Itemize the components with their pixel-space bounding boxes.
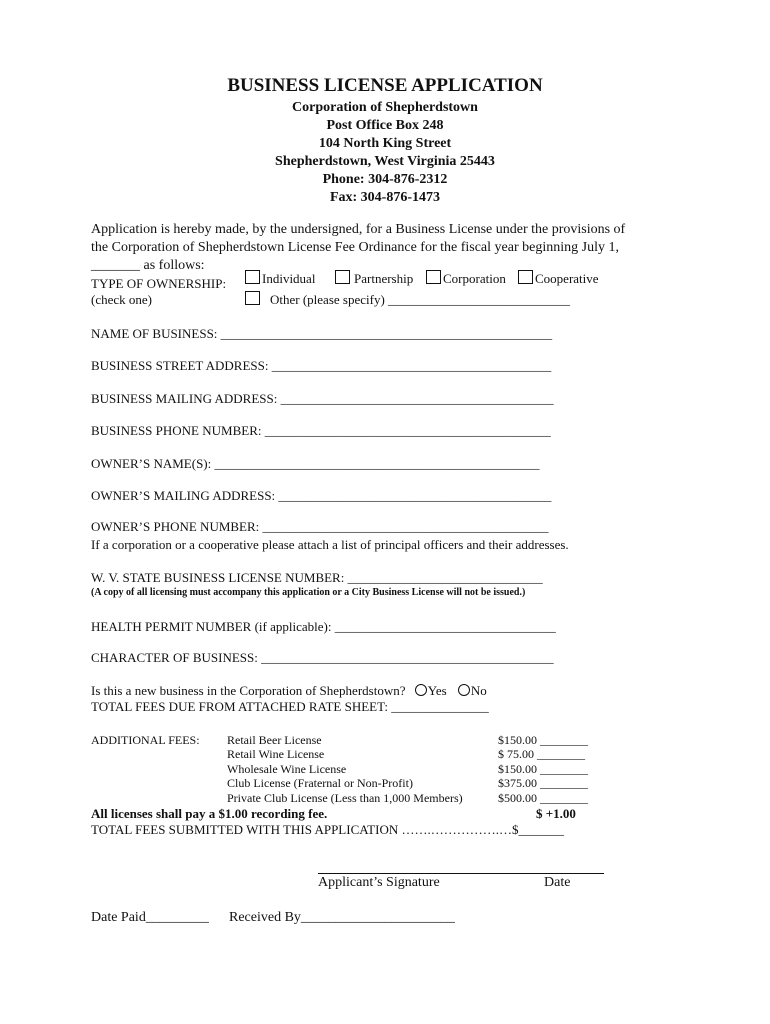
owner-mailing-field[interactable]: OWNER’S MAILING ADDRESS: __________________________________________ — [91, 488, 552, 503]
ownership-option-corporation[interactable]: Corporation — [426, 270, 506, 287]
total-fees-due[interactable]: TOTAL FEES DUE FROM ATTACHED RATE SHEET: _______________ — [91, 699, 489, 714]
intro-line-1: Application is hereby made, by the undersigned, for a Business License under the provisions of — [91, 222, 626, 237]
ownership-option-partnership[interactable]: Partnership — [335, 270, 413, 287]
business-mailing-field[interactable]: BUSINESS MAILING ADDRESS: __________________________________________ — [91, 391, 554, 406]
fee-item-name: Private Club License (Less than 1,000 Members) — [227, 791, 463, 805]
signature-date-label: Date — [544, 875, 571, 890]
ownership-option-individual[interactable]: Individual — [245, 270, 315, 287]
checkbox-icon[interactable] — [426, 270, 441, 284]
fee-item-price[interactable]: $375.00 ________ — [498, 776, 588, 790]
phone-number: Phone: 304-876-2312 — [322, 172, 448, 187]
recording-fee-label: All licenses shall pay a $1.00 recording fee. — [91, 806, 328, 821]
po-box: Post Office Box 248 — [326, 118, 444, 133]
owner-names-field[interactable]: OWNER’S NAME(S): __________________________________________________ — [91, 456, 540, 471]
org-name: Corporation of Shepherdstown — [292, 100, 478, 115]
total-fees-submitted[interactable]: TOTAL FEES SUBMITTED WITH THIS APPLICATION …….…………….…$_______ — [91, 822, 564, 837]
street-address: 104 North King Street — [318, 136, 452, 151]
ownership-label: TYPE OF OWNERSHIP: — [91, 276, 227, 291]
intro-line-3: _______ as follows: — [91, 258, 205, 273]
checkbox-icon[interactable] — [245, 270, 260, 284]
received-by-field[interactable]: Received By______________________ — [229, 910, 455, 925]
fee-item-price[interactable]: $500.00 ________ — [498, 791, 588, 805]
wv-license-field[interactable]: W. V. STATE BUSINESS LICENSE NUMBER: ______________________________ — [91, 570, 543, 585]
owner-phone-field[interactable]: OWNER’S PHONE NUMBER: ____________________________________________ — [91, 519, 549, 534]
checkbox-icon[interactable] — [518, 270, 533, 284]
yes-option[interactable]: Yes — [415, 683, 447, 698]
radio-icon[interactable] — [415, 684, 427, 696]
fax-number: Fax: 304-876-1473 — [329, 190, 441, 205]
business-street-field[interactable]: BUSINESS STREET ADDRESS: ___________________________________________ — [91, 358, 552, 373]
checkbox-icon[interactable] — [245, 291, 260, 305]
page-title: BUSINESS LICENSE APPLICATION — [227, 75, 543, 96]
character-field[interactable]: CHARACTER OF BUSINESS: _____________________________________________ — [91, 650, 554, 665]
date-paid-field[interactable]: Date Paid_________ — [91, 910, 209, 925]
fee-item-name: Retail Wine License — [227, 747, 325, 761]
signature-line[interactable] — [318, 873, 604, 874]
fee-item-price[interactable]: $150.00 ________ — [498, 762, 588, 776]
city-state: Shepherdstown, West Virginia 25443 — [275, 154, 495, 169]
ownership-option-cooperative[interactable]: Cooperative — [518, 270, 599, 287]
ownership-option-other[interactable]: Other (please specify) ____________________________ — [245, 291, 570, 308]
health-permit-field[interactable]: HEALTH PERMIT NUMBER (if applicable): __________________________________ — [91, 619, 556, 634]
recording-fee-value: $ +1.00 — [536, 806, 576, 821]
new-business-question: Is this a new business in the Corporation of Shepherdstown? Yes No — [91, 683, 487, 698]
intro-line-2: the Corporation of Shepherdstown License Fee Ordinance for the fiscal year beginning July 1, — [91, 240, 619, 255]
business-name-field[interactable]: NAME OF BUSINESS: ___________________________________________________ — [91, 326, 553, 341]
fee-item-price[interactable]: $ 75.00 ________ — [498, 747, 585, 761]
checkbox-icon[interactable] — [335, 270, 350, 284]
radio-icon[interactable] — [458, 684, 470, 696]
wv-license-note: (A copy of all licensing must accompany this application or a City Business License will not be issued.) — [91, 587, 526, 598]
ownership-sublabel: (check one) — [91, 292, 152, 307]
fee-item-price[interactable]: $150.00 ________ — [498, 733, 588, 747]
officers-note: If a corporation or a cooperative please attach a list of principal officers and their addresses. — [91, 537, 569, 552]
no-option[interactable]: No — [458, 683, 487, 698]
additional-fees-label: ADDITIONAL FEES: — [91, 733, 200, 747]
fee-item-name: Club License (Fraternal or Non-Profit) — [227, 776, 413, 790]
fee-item-name: Retail Beer License — [227, 733, 322, 747]
fee-item-name: Wholesale Wine License — [227, 762, 347, 776]
business-phone-field[interactable]: BUSINESS PHONE NUMBER: ____________________________________________ — [91, 423, 551, 438]
applicant-signature-label: Applicant’s Signature — [318, 875, 440, 890]
